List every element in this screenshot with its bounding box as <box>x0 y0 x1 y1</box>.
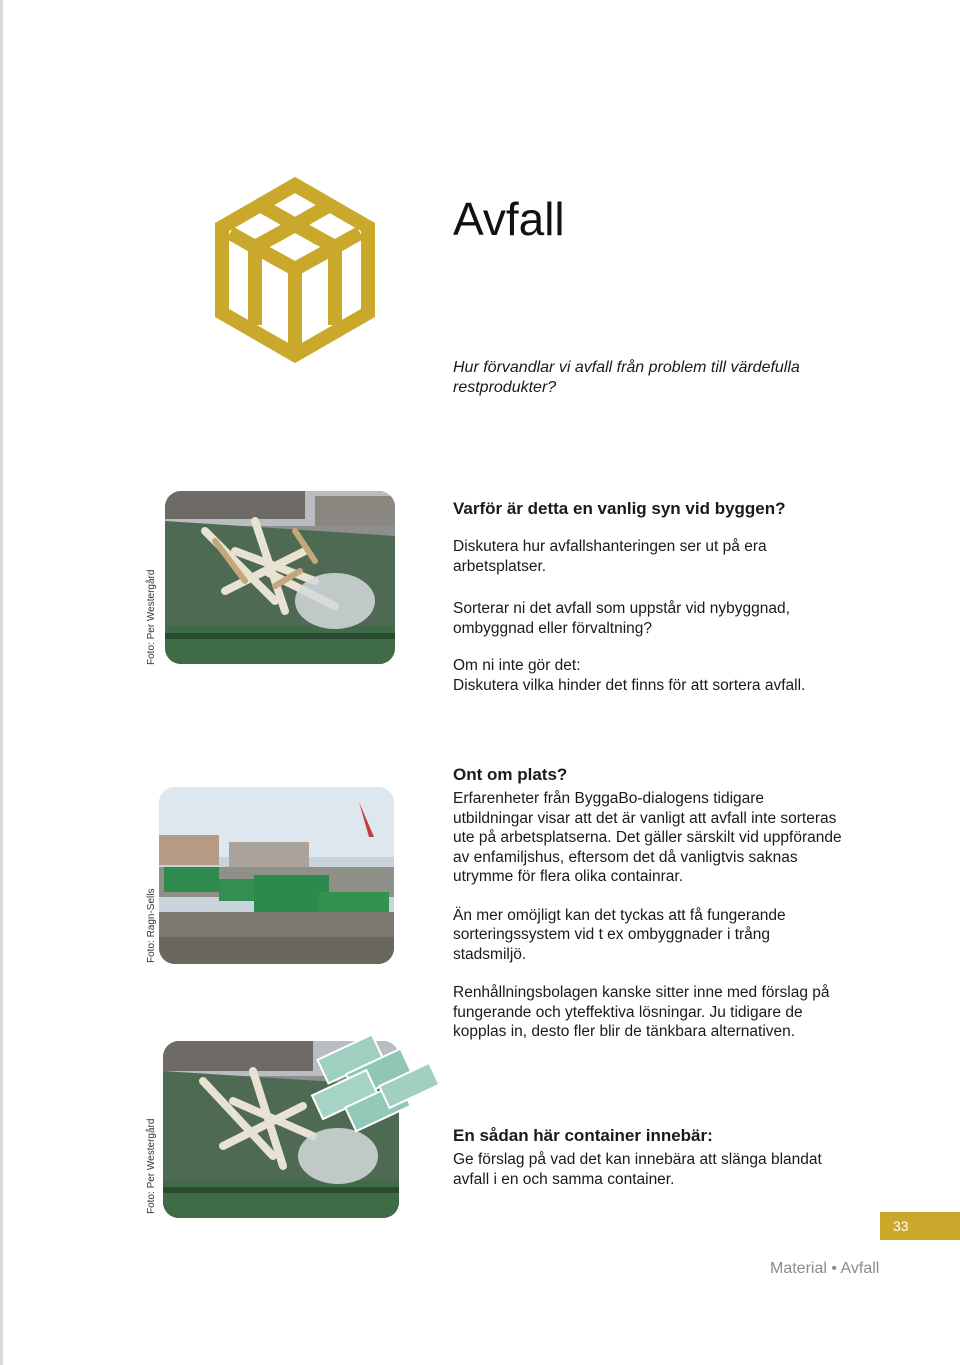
running-footer: Material • Avfall <box>770 1260 880 1277</box>
paragraph: Ge förslag på vad det kan innebära att slänga blandat avfall i en och samma container. <box>453 1151 822 1188</box>
hexagon-cube-icon <box>210 175 380 365</box>
paragraph: Diskutera vilka hinder det finns för att sortera avfall. <box>453 676 806 694</box>
photo-credit: Foto: Per Westergård <box>146 1118 157 1214</box>
paragraph: Om ni inte gör det: <box>453 657 581 674</box>
page-edge-rule <box>0 0 3 1365</box>
container-with-pipes-photo <box>165 491 395 664</box>
construction-site-containers-photo <box>159 787 394 964</box>
page-number: 33 <box>893 1218 909 1234</box>
page-number-tab <box>880 1212 960 1240</box>
photo-credit: Foto: Ragn-Sells <box>146 888 157 963</box>
section-container <box>453 1125 843 1189</box>
paragraph: Sorterar ni det avfall som uppstår vid nybyggnad, ombyggnad eller förvaltning? <box>453 600 790 637</box>
photo-credit: Foto: Per Westergård <box>146 569 157 665</box>
paragraph: Än mer omöjligt kan det tyckas att få fungerande sorteringssystem vid t ex ombyggnader i trång stadsmiljö. <box>453 906 786 963</box>
paragraph: Erfarenheter från ByggaBo-dialogens tidigare utbildningar visar att det är vanligt att avfall inte sorteras ute på arbetsplatserna. Det gäller särskilt vid uppförande av enfamiljshus, eftersom det då vanligtvis saknas utrymme för flera olika containrar. <box>453 790 842 885</box>
paragraph: Diskutera hur avfallshanteringen ser ut på era arbetsplatser. <box>453 538 767 575</box>
section-heading: En sådan här container innebär: <box>453 1126 713 1145</box>
section-space <box>453 764 843 1042</box>
paragraph: Renhållningsbolagen kanske sitter inne med förslag på fungerande och yteffektiva lösningar. Ju tidigare de kopplas in, desto fler blir de tänkbara alternativen. <box>453 984 830 1040</box>
section-heading: Ont om plats? <box>453 765 568 784</box>
section-heading: Varför är detta en vanlig syn vid byggen? <box>453 499 786 518</box>
intro-question: Hur förvandlar vi avfall från problem till värdefulla restprodukter? <box>453 359 800 396</box>
section-discussion <box>453 498 843 695</box>
container-with-banknotes-photo <box>163 1030 438 1220</box>
page-title: Avfall <box>453 193 565 245</box>
